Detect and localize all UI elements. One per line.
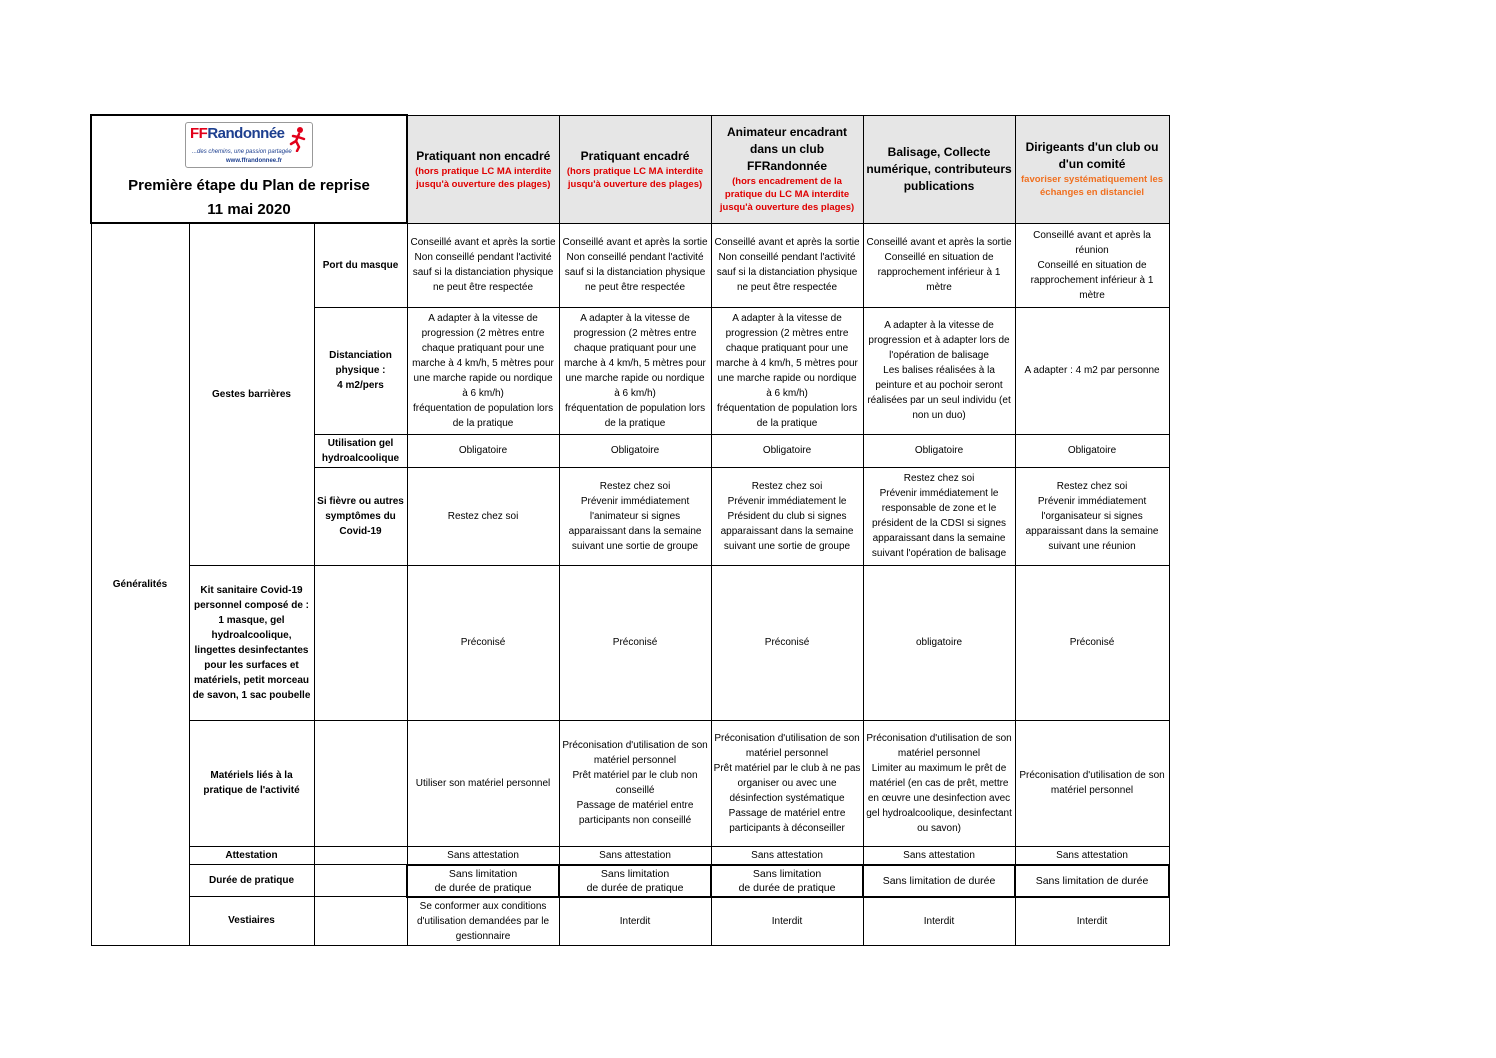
table-cell: Préconisation d'utilisation de son matériel personnel (1015, 720, 1169, 846)
table-cell: Préconisé (559, 565, 711, 720)
table-cell: Sans limitation de durée (863, 865, 1015, 897)
table-cell: Préconisé (407, 565, 559, 720)
table-cell: Obligatoire (1015, 434, 1169, 467)
column-header-non-encadre: Pratiquant non encadré (hors pratique LC MA interdite jusqu'à ouverture des plages) (407, 115, 559, 223)
table-cell: Préconisé (1015, 565, 1169, 720)
logo-url: www.ffrandonnee.fr (226, 158, 283, 164)
column-header-balisage: Balisage, Collecte numérique, contributeurs publications (863, 115, 1015, 223)
table-cell: Restez chez soi Prévenir immédiatement l'animateur si signes apparaissant dans la semaine suivant une sortie de groupe (559, 467, 711, 565)
empty-cell (314, 565, 407, 720)
logo-tagline: ...des chemins, une passion partagée (192, 149, 292, 155)
group-label: Vestiaires (189, 897, 314, 946)
row-label: Utilisation gel hydroalcoolique (314, 434, 407, 467)
table-cell: Interdit (1015, 897, 1169, 946)
table-cell: Restez chez soi Prévenir immédiatement l'organisateur si signes apparaissant dans la semaine suivant une réunion (1015, 467, 1169, 565)
page-title: Première étape du Plan de reprise (128, 177, 370, 194)
table-row (91, 897, 1169, 946)
table-cell: Conseillé avant et après la sortie Non conseillé pendant l'activité sauf si la distanciation physique ne peut être respectée (711, 223, 863, 307)
table-cell: Sans attestation (407, 846, 559, 865)
document-page (90, 114, 1168, 946)
table-cell: A adapter à la vitesse de progression (2 mètres entre chaque pratiquant pour une marche à 4 km/h, 5 mètres pour une marche rapide ou nordique à 6 km/h) fréquentation de population lors de la pratique (711, 307, 863, 434)
table-cell: Sans attestation (1015, 846, 1169, 865)
group-label: Durée de pratique (189, 865, 314, 897)
table-row (91, 846, 1169, 865)
title-cell (91, 115, 407, 223)
page-date: 11 mai 2020 (207, 201, 291, 218)
row-label: Port du masque (314, 223, 407, 307)
empty-cell (314, 865, 407, 897)
group-label: Gestes barrières (189, 223, 314, 565)
table-cell: Sans attestation (711, 846, 863, 865)
table-cell: Conseillé avant et après la réunion Conseillé en situation de rapprochement inférieur à 1 mètre (1015, 223, 1169, 307)
column-header-animateur: Animateur encadrant dans un club FFRandonnée (hors encadrement de la pratique du LC MA interdite jusqu'à ouverture des plages) (711, 115, 863, 223)
table-cell: Obligatoire (559, 434, 711, 467)
table-row (91, 865, 1169, 897)
table-cell: Interdit (559, 897, 711, 946)
table-cell: A adapter à la vitesse de progression (2 mètres entre chaque pratiquant pour une marche à 4 km/h, 5 mètres pour une marche rapide ou nordique à 6 km/h) fréquentation de population lors de la pratique (407, 307, 559, 434)
column-header-encadre: Pratiquant encadré (hors pratique LC MA interdite jusqu'à ouverture des plages) (559, 115, 711, 223)
table-row (91, 223, 1169, 307)
walker-logo-icon (288, 126, 308, 152)
table-cell: Se conformer aux conditions d'utilisation demandées par le gestionnaire (407, 897, 559, 946)
table-cell: Sans limitation de durée de pratique (559, 865, 711, 897)
table-cell: Préconisation d'utilisation de son matériel personnel Limiter au maximum le prêt de matériel (en cas de prêt, mettre en œuvre une desinfection avec gel hydroalcoolique, desinfectant ou savon) (863, 720, 1015, 846)
table-cell: Sans limitation de durée de pratique (407, 865, 559, 897)
table-cell: Restez chez soi Prévenir immédiatement le Président du club si signes apparaissant dans la semaine suivant une sortie de groupe (711, 467, 863, 565)
table-cell: Sans attestation (863, 846, 1015, 865)
row-label: Si fièvre ou autres symptômes du Covid-19 (314, 467, 407, 565)
column-header-dirigeants: Dirigeants d'un club ou d'un comité favoriser systématiquement les échanges en distanciel (1015, 115, 1169, 223)
table-cell: Obligatoire (711, 434, 863, 467)
empty-cell (314, 720, 407, 846)
empty-cell (314, 897, 407, 946)
table-cell: Interdit (863, 897, 1015, 946)
table-cell: Sans limitation de durée (1015, 865, 1169, 897)
group-label: Matériels liés à la pratique de l'activité (189, 720, 314, 846)
table-cell: Restez chez soi Prévenir immédiatement le responsable de zone et le président de la CDSI si signes apparaissant dans la semaine suivant l'opération de balisage (863, 467, 1015, 565)
reprise-table (90, 114, 1170, 946)
table-row (91, 565, 1169, 720)
table-cell: A adapter à la vitesse de progression (2 mètres entre chaque pratiquant pour une marche à 4 km/h, 5 mètres pour une marche rapide ou nordique à 6 km/h) fréquentation de population lors de la pratique (559, 307, 711, 434)
table-cell: Restez chez soi (407, 467, 559, 565)
table-cell: Conseillé avant et après la sortie Non conseillé pendant l'activité sauf si la distanciation physique ne peut être respectée (559, 223, 711, 307)
table-cell: Préconisé (711, 565, 863, 720)
table-cell: Conseillé avant et après la sortie Non conseillé pendant l'activité sauf si la distanciation physique ne peut être respectée (407, 223, 559, 307)
table-cell: Sans attestation (559, 846, 711, 865)
table-cell: Conseillé avant et après la sortie Conseillé en situation de rapprochement inférieur à 1 mètre (863, 223, 1015, 307)
group-label: Attestation (189, 846, 314, 865)
table-cell: Interdit (711, 897, 863, 946)
empty-cell (314, 846, 407, 865)
table-cell: A adapter : 4 m2 par personne (1015, 307, 1169, 434)
table-cell: Préconisation d'utilisation de son matériel personnel Prêt matériel par le club non conseillé Passage de matériel entre participants non conseillé (559, 720, 711, 846)
table-cell: obligatoire (863, 565, 1015, 720)
row-label: Distanciation physique : 4 m2/pers (314, 307, 407, 434)
table-cell: Sans limitation de durée de pratique (711, 865, 863, 897)
table-cell: Obligatoire (407, 434, 559, 467)
table-cell: Préconisation d'utilisation de son matériel personnel Prêt matériel par le club à ne pas organiser ou avec une désinfection systématique Passage de matériel entre participants à déconseiller (711, 720, 863, 846)
table-cell: A adapter à la vitesse de progression et à adapter lors de l'opération de balisage Les balises réalisées à la peinture et au pochoir seront réalisées par un seul individu (et non un duo) (863, 307, 1015, 434)
table-row (91, 720, 1169, 846)
group-label: Kit sanitaire Covid-19 personnel composé de : 1 masque, gel hydroalcoolique, lingettes desinfectantes pour les surfaces et matériels, petit morceau de savon, 1 sac poubelle (189, 565, 314, 720)
ffrandonnee-logo: FFRandonnée ...des chemins, une passion partagée www.ffrandonnee.fr (185, 122, 313, 168)
table-cell: Utiliser son matériel personnel (407, 720, 559, 846)
category-label: Généralités (91, 223, 189, 945)
table-cell: Obligatoire (863, 434, 1015, 467)
header-row (91, 115, 1169, 223)
